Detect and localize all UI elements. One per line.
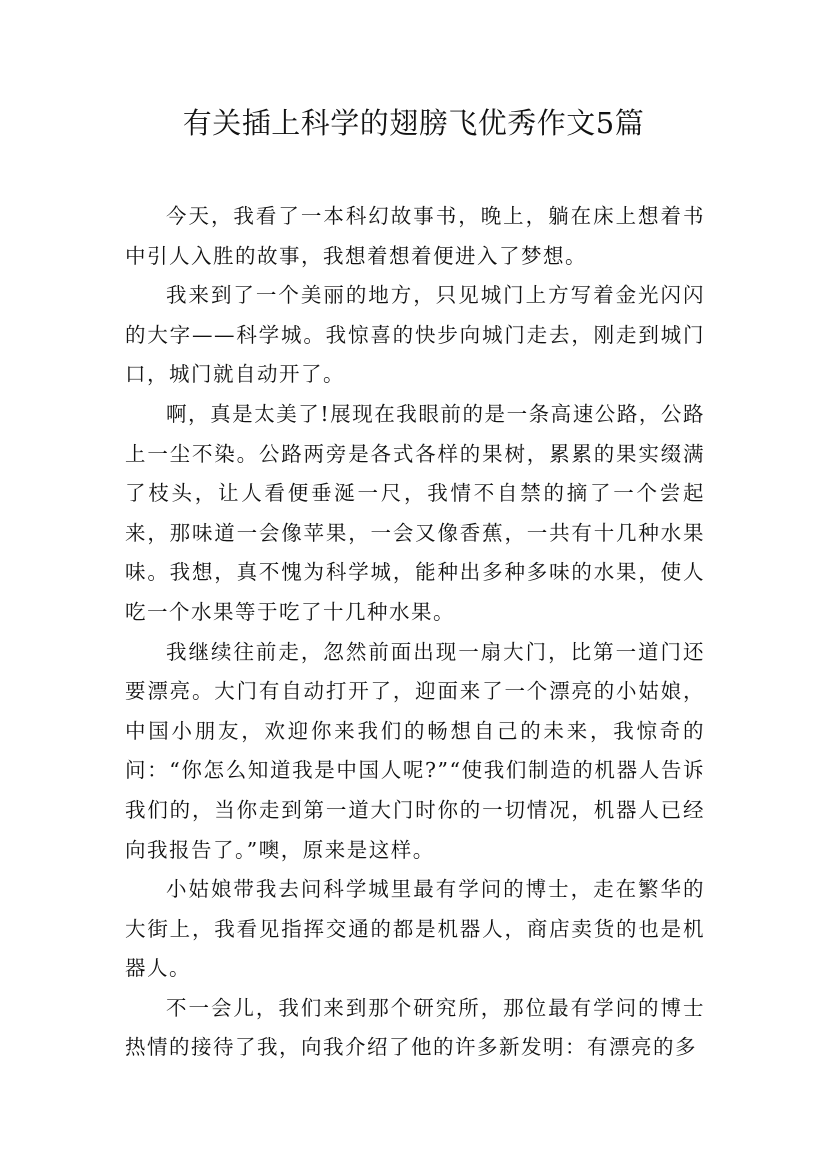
paragraph: 不一会儿，我们来到那个研究所，那位最有学问的博士热情的接待了我，向我介绍了他的许多新发明：有漂亮的多 bbox=[125, 995, 705, 1060]
document-body bbox=[125, 197, 705, 1068]
document-title: 有关插上科学的翅膀飞优秀作文5篇 bbox=[182, 106, 645, 140]
paragraph: 今天，我看了一本科幻故事书，晚上，躺在床上想着书中引人入胜的故事，我想着想着便进入了梦想。 bbox=[125, 204, 705, 268]
paragraph: 啊，真是太美了!展现在我眼前的是一条高速公路，公路上一尘不染。公路两旁是各式各样的果树，累累的果实缀满了枝头，让人看便垂涎一尺，我情不自禁的摘了一个尝起来，那味道一会像苹果，一会又像香蕉，一共有十几种水果味。我想，真不愧为科学城，能种出多种多味的水果，使人吃一个水果等于吃了十几种水果。 bbox=[125, 401, 705, 624]
paragraph: 小姑娘带我去问科学城里最有学问的博士，走在繁华的大街上，我看见指挥交通的都是机器人，商店卖货的也是机器人。 bbox=[125, 877, 705, 981]
paragraph: 我来到了一个美丽的地方，只见城门上方写着金光闪闪的大字——科学城。我惊喜的快步向城门走去，刚走到城门口，城门就自动开了。 bbox=[125, 283, 705, 387]
paragraph: 我继续往前走，忽然前面出现一扇大门，比第一道门还要漂亮。大门有自动打开了，迎面来了一个漂亮的小姑娘，中国小朋友，欢迎你来我们的畅想自己的未来，我惊奇的问：“你怎么知道我是中国人呢?”“使我们制造的机器人告诉我们的，当你走到第一道大门时你的一切情况，机器人已经向我报告了。”噢，原来是这样。 bbox=[125, 639, 705, 862]
